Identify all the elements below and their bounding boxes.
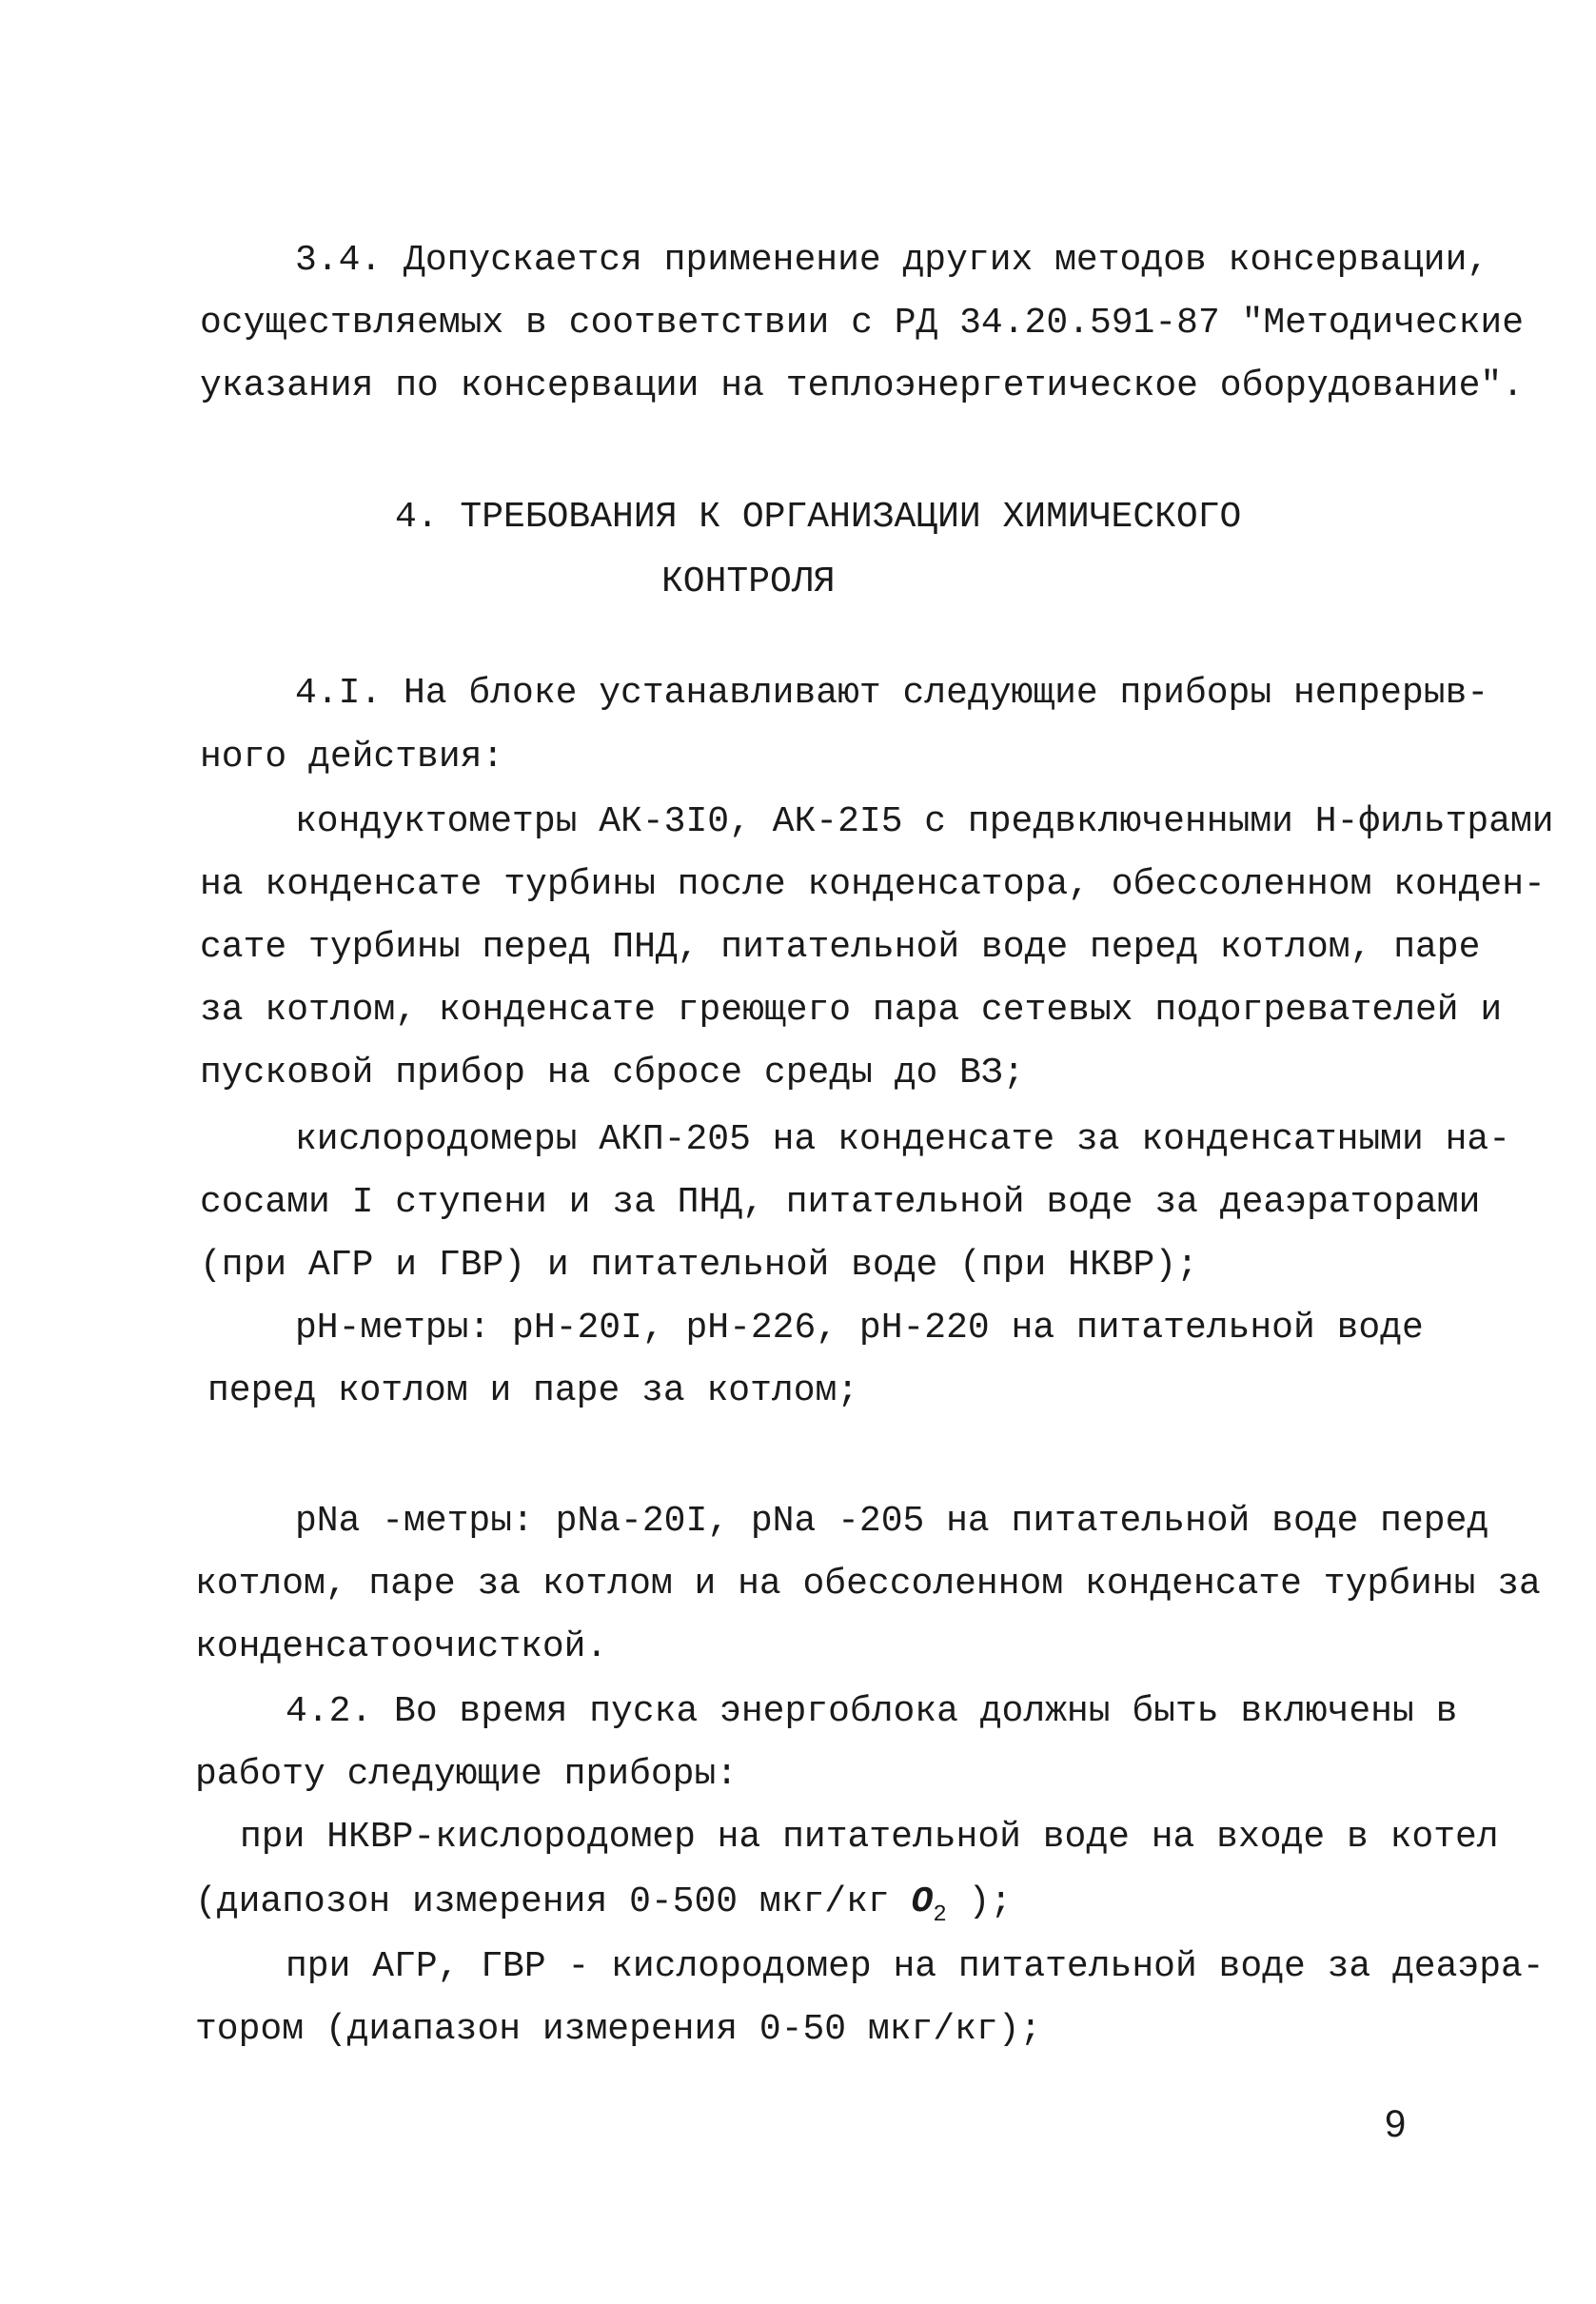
para-4-1-line-6: за котлом, конденсате греющего пара сетевых подогревателей и [200, 990, 1503, 1031]
para-4-1-line-11: pH-метры: pH-20I, pH-226, pH-220 на питательной воде [295, 1308, 1424, 1349]
para-4-1-line-10: (при АГР и ГВР) и питательной воде (при НКВР); [200, 1245, 1198, 1286]
para-3-4-line-1: 3.4. Допускается применение других методов консервации, [295, 240, 1489, 281]
oxygen-symbol: O [911, 1881, 934, 1922]
page-number: 9 [1385, 2103, 1407, 2145]
para-4-1-line-3: кондуктометры АК-3I0, АК-2I5 с предвключенными Н-фильтрами [295, 801, 1554, 842]
para-4-2-line-3: при НКВР-кислородомер на питательной воде на входе в котел [240, 1817, 1499, 1858]
para-4-1-line-7: пусковой прибор на сбросе среды до ВЗ; [200, 1053, 1025, 1093]
para-4-1-line-8: кислородомеры АКП-205 на конденсате за конденсатными на- [295, 1119, 1511, 1160]
para-4-2-line-6: тором (диапазон измерения 0-50 мкг/кг); [195, 2009, 1042, 2050]
para-4-1-line-15: конденсатоочисткой. [195, 1626, 608, 1667]
para-4-1-line-5: сате турбины перед ПНД, питательной воде перед котлом, паре [200, 927, 1481, 968]
para-4-1-line-12: перед котлом и паре за котлом; [207, 1370, 859, 1411]
para-4-2-line-4-text: (диапозон измерения 0-500 мкг/кг [195, 1881, 912, 1922]
para-4-2-line-2: работу следующие приборы: [195, 1754, 739, 1795]
para-4-2-line-1: 4.2. Во время пуска энергоблока должны быть включены в [286, 1691, 1458, 1732]
para-3-4-line-2: осуществляемых в соответствии с РД 34.20.591-87 "Методические [200, 303, 1525, 344]
section-4-title-line-2: КОНТРОЛЯ [661, 561, 836, 602]
para-4-1-line-13: pNa -метры: pNa-20I, pNa -205 на питательной воде перед [295, 1501, 1489, 1542]
para-4-1-line-2: ного действия: [200, 737, 504, 778]
para-4-2-line-4 [195, 1880, 1012, 1939]
section-4-title-line-1: 4. ТРЕБОВАНИЯ К ОРГАНИЗАЦИИ ХИМИЧЕСКОГО [395, 497, 1242, 538]
para-4-2-line-4-end: ); [946, 1881, 1013, 1922]
para-4-1-line-9: сосами I ступени и за ПНД, питательной воде за деаэраторами [200, 1182, 1481, 1223]
oxygen-subscript: 2 [933, 1902, 947, 1928]
para-4-1-line-1: 4.I. На блоке устанавливают следующие приборы непрерыв- [295, 673, 1489, 714]
para-4-1-line-14: котлом, паре за котлом и на обессоленном конденсате турбины за [195, 1564, 1541, 1605]
para-4-1-line-4: на конденсате турбины после конденсатора, обессоленном конден- [200, 864, 1546, 905]
para-3-4-line-3: указания по консервации на теплоэнергетическое оборудование". [200, 365, 1525, 406]
para-4-2-line-5: при АГР, ГВР - кислородомер на питательной воде за деаэра- [286, 1946, 1545, 1987]
